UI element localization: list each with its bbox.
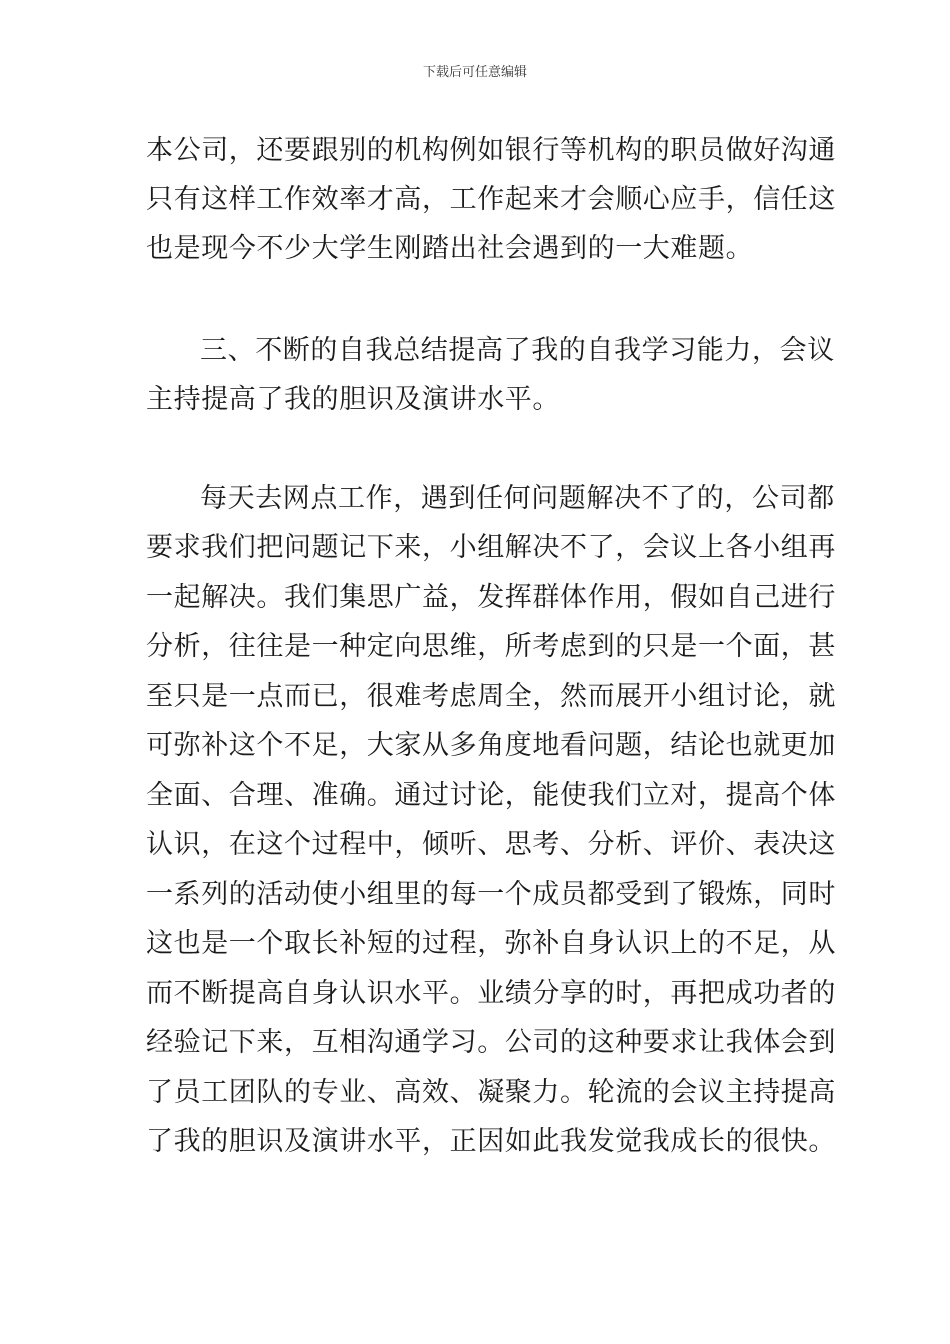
- paragraph-line: 了我的胆识及演讲水平，正因如此我发觉我成长的很快。: [146, 1126, 836, 1157]
- paragraph-line: 认识，在这个过程中，倾听、思考、分析、评价、表决这: [146, 829, 836, 860]
- paragraph-line: 经验记下来，互相沟通学习。公司的这种要求让我体会到: [146, 1027, 836, 1058]
- paragraph-line: 分析，往往是一种定向思维，所考虑到的只是一个面，甚: [146, 631, 836, 662]
- paragraph-line: 也是现今不少大学生刚踏出社会遇到的一大难题。: [146, 233, 754, 264]
- section-heading-line: 主持提高了我的胆识及演讲水平。: [146, 384, 560, 415]
- section-heading-line: 三、不断的自我总结提高了我的自我学习能力，会议: [200, 335, 835, 366]
- paragraph-line: 每天去网点工作，遇到任何问题解决不了的，公司都: [200, 483, 835, 514]
- paragraph-line: 这也是一个取长补短的过程，弥补自身认识上的不足，从: [146, 928, 836, 959]
- page-header: 下载后可任意编辑: [422, 65, 527, 80]
- paragraph-line: 一起解决。我们集思广益，发挥群体作用，假如自己进行: [146, 582, 836, 613]
- paragraph-line: 本公司，还要跟别的机构例如银行等机构的职员做好沟通: [146, 135, 836, 166]
- paragraph-line: 全面、合理、准确。通过讨论，能使我们立对，提高个体: [146, 780, 836, 811]
- paragraph-line: 可弥补这个不足，大家从多角度地看问题，结论也就更加: [146, 730, 836, 761]
- paragraph-line: 一系列的活动使小组里的每一个成员都受到了锻炼，同时: [146, 879, 836, 910]
- paragraph-line: 而不断提高自身认识水平。业绩分享的时，再把成功者的: [146, 978, 836, 1009]
- paragraph-line: 要求我们把问题记下来，小组解决不了，会议上各小组再: [146, 532, 836, 563]
- paragraph-line: 了员工团队的专业、高效、凝聚力。轮流的会议主持提高: [146, 1077, 836, 1108]
- paragraph-line: 至只是一点而已，很难考虑周全，然而展开小组讨论，就: [146, 681, 836, 712]
- paragraph-line: 只有这样工作效率才高，工作起来才会顺心应手，信任这: [146, 184, 836, 215]
